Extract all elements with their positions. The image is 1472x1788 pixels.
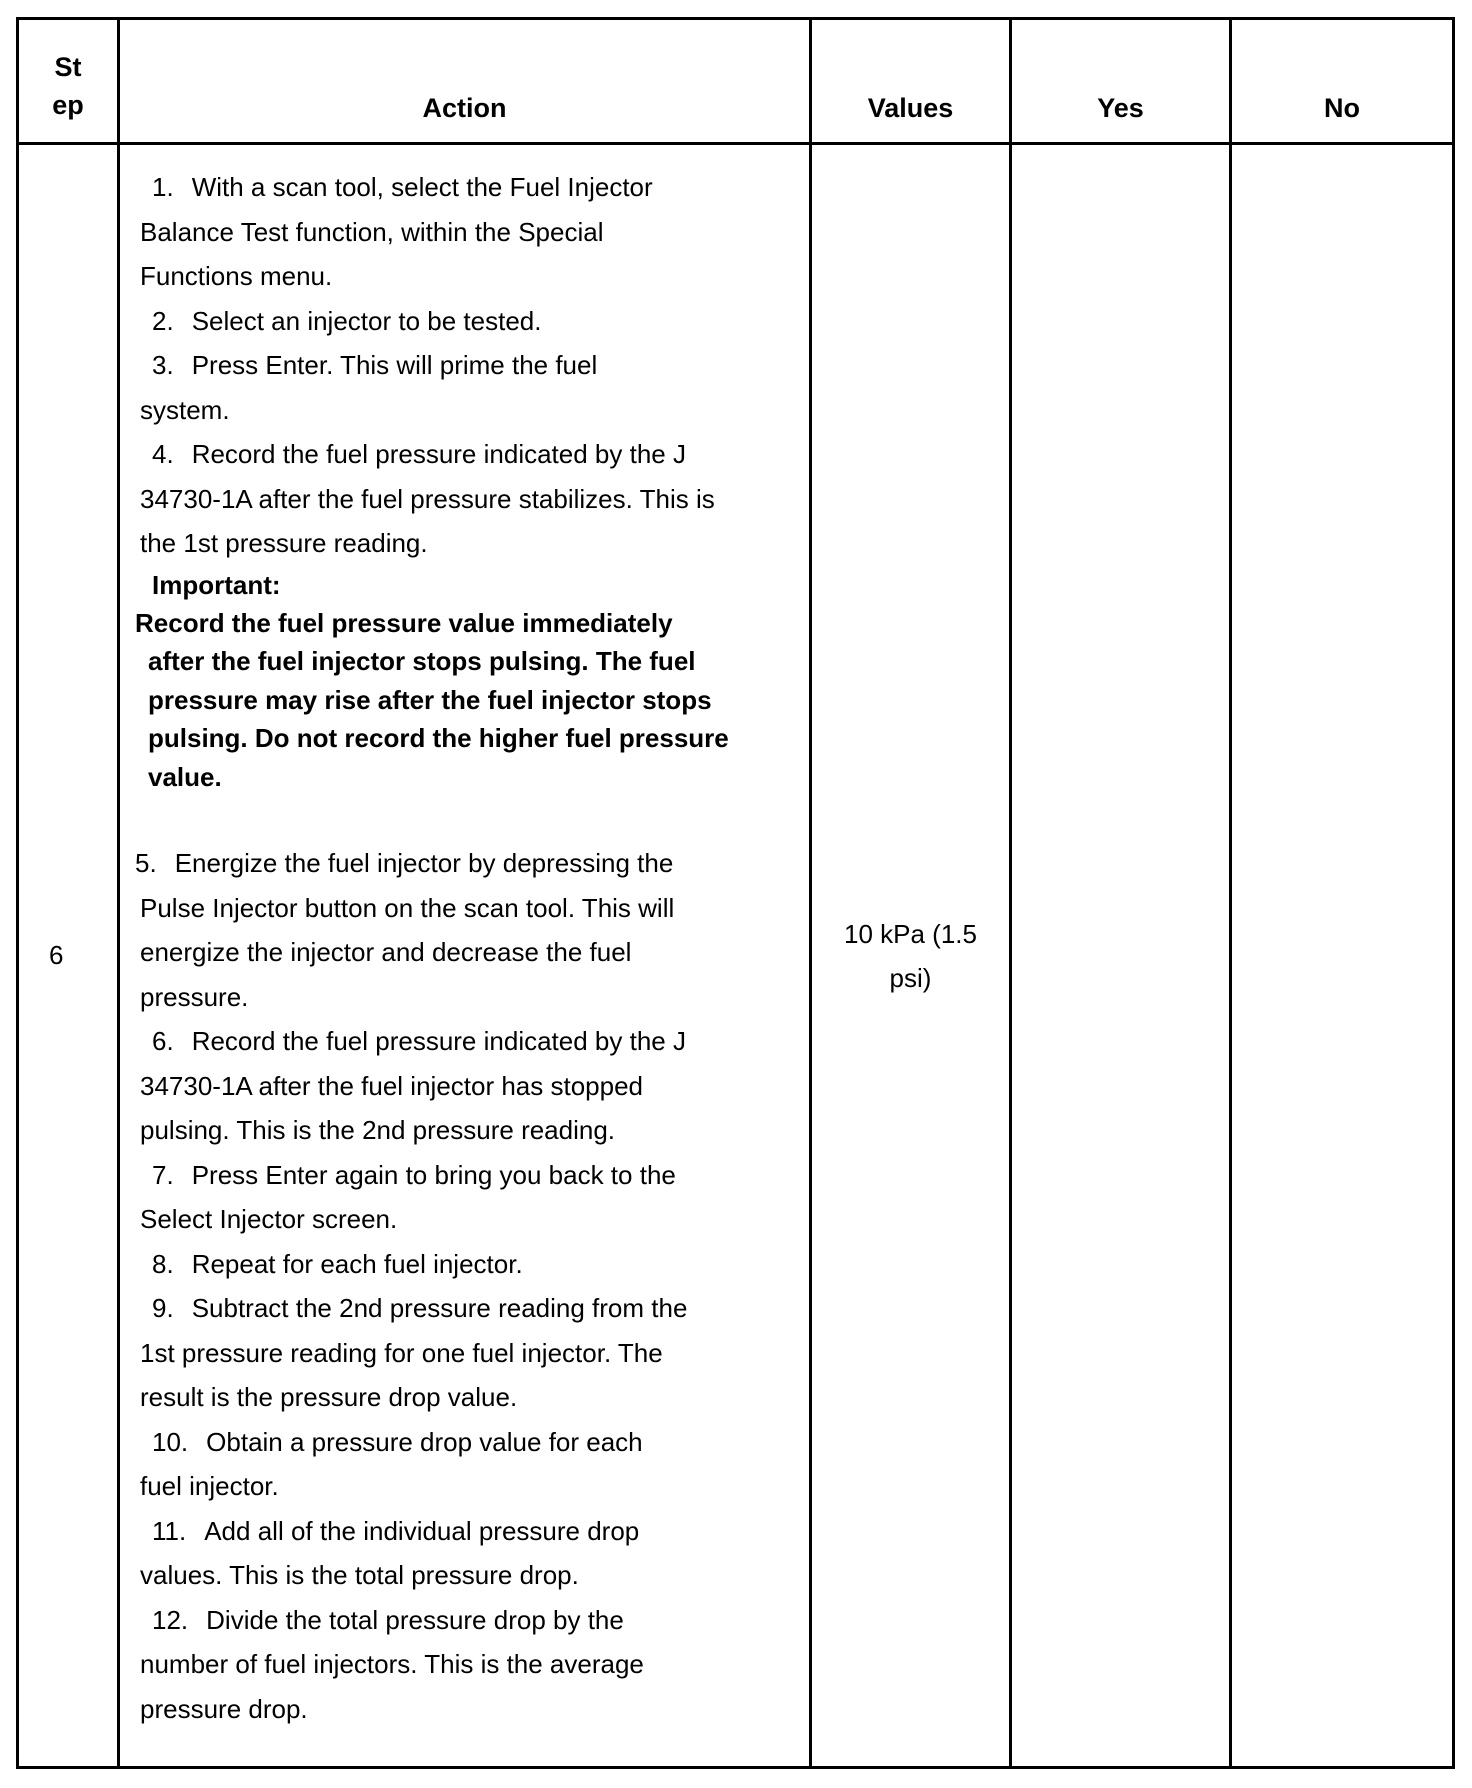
important-note-line: after the fuel injector stops pulsing. The fuel bbox=[148, 646, 696, 676]
action-step-12-cont: pressure drop. bbox=[140, 1693, 308, 1724]
yes-cell bbox=[1011, 144, 1231, 1768]
action-step-3: 3. Press Enter. This will prime the fuel bbox=[152, 350, 598, 380]
action-step-11-cont: values. This is the total pressure drop. bbox=[140, 1560, 579, 1590]
important-note bbox=[135, 604, 789, 797]
action-step-4-cont: the 1st pressure reading. bbox=[140, 528, 428, 558]
table-row bbox=[18, 144, 1454, 1768]
action-step-9-cont: result is the pressure drop value. bbox=[140, 1382, 518, 1412]
values-cell bbox=[811, 144, 1011, 1768]
action-column-header: Action bbox=[119, 19, 811, 144]
action-step-2: 2. Select an injector to be tested. bbox=[152, 305, 542, 336]
step-column-header bbox=[18, 19, 119, 144]
action-step-1-cont: Balance Test function, within the Special bbox=[140, 216, 604, 247]
table-header-row bbox=[18, 19, 1454, 144]
action-step-5-cont: Pulse Injector button on the scan tool. This will bbox=[140, 892, 675, 923]
action-step-8: 8. Repeat for each fuel injector. bbox=[152, 1248, 523, 1279]
action-step-7: 7. Press Enter again to bring you back to the bbox=[152, 1159, 676, 1190]
action-step-6-cont: 34730-1A after the fuel injector has stopped bbox=[140, 1070, 644, 1101]
action-step-5: 5. Energize the fuel injector by depressing the bbox=[135, 848, 674, 878]
values-line2: psi) bbox=[889, 962, 932, 993]
action-cell bbox=[119, 144, 811, 1768]
values-line1: 10 kPa (1.5 bbox=[844, 918, 977, 949]
action-step-4-cont: 34730-1A after the fuel pressure stabilizes. This is bbox=[140, 483, 715, 514]
no-column-header: No bbox=[1231, 19, 1454, 144]
action-step-5-cont: energize the injector and decrease the fuel bbox=[140, 937, 632, 967]
action-step-5-cont: pressure. bbox=[140, 981, 249, 1012]
action-step-9-cont: 1st pressure reading for one fuel injector. The bbox=[140, 1337, 663, 1368]
action-step-12-cont: number of fuel injectors. This is the average bbox=[140, 1649, 644, 1679]
action-step-4: 4. Record the fuel pressure indicated by the J bbox=[152, 439, 686, 469]
important-note-line: pulsing. Do not record the higher fuel pressure bbox=[148, 723, 729, 753]
action-step-6: 6. Record the fuel pressure indicated by the J bbox=[152, 1026, 686, 1056]
action-step-1-cont: Functions menu. bbox=[140, 261, 333, 291]
important-note-line: value. bbox=[148, 761, 222, 792]
diagnostic-procedure-table bbox=[16, 17, 1455, 1769]
action-step-1: 1. With a scan tool, select the Fuel Injector bbox=[152, 172, 653, 202]
no-cell bbox=[1231, 144, 1454, 1768]
action-step-7-cont: Select Injector screen. bbox=[140, 1204, 398, 1234]
action-step-12: 12. Divide the total pressure drop by the bbox=[152, 1604, 624, 1635]
step-header-line2: ep bbox=[52, 90, 84, 120]
important-heading: Important: bbox=[152, 569, 281, 600]
action-step-10: 10. Obtain a pressure drop value for each bbox=[152, 1426, 643, 1457]
step-header-line1: St bbox=[54, 52, 82, 82]
yes-column-header: Yes bbox=[1011, 19, 1231, 144]
action-step-9: 9. Subtract the 2nd pressure reading from the bbox=[152, 1293, 688, 1323]
action-step-6-cont: pulsing. This is the 2nd pressure reading. bbox=[140, 1115, 616, 1145]
step-number-cell: 6 bbox=[18, 144, 119, 1768]
action-step-10-cont: fuel injector. bbox=[140, 1471, 279, 1501]
spacer bbox=[135, 796, 789, 841]
action-step-11: 11. Add all of the individual pressure drop bbox=[152, 1515, 640, 1546]
values-column-header: Values bbox=[811, 19, 1011, 144]
important-note-line: pressure may rise after the fuel injector stops bbox=[148, 684, 712, 715]
action-step-3-cont: system. bbox=[140, 394, 230, 425]
important-note-line: Record the fuel pressure value immediately bbox=[135, 607, 673, 638]
